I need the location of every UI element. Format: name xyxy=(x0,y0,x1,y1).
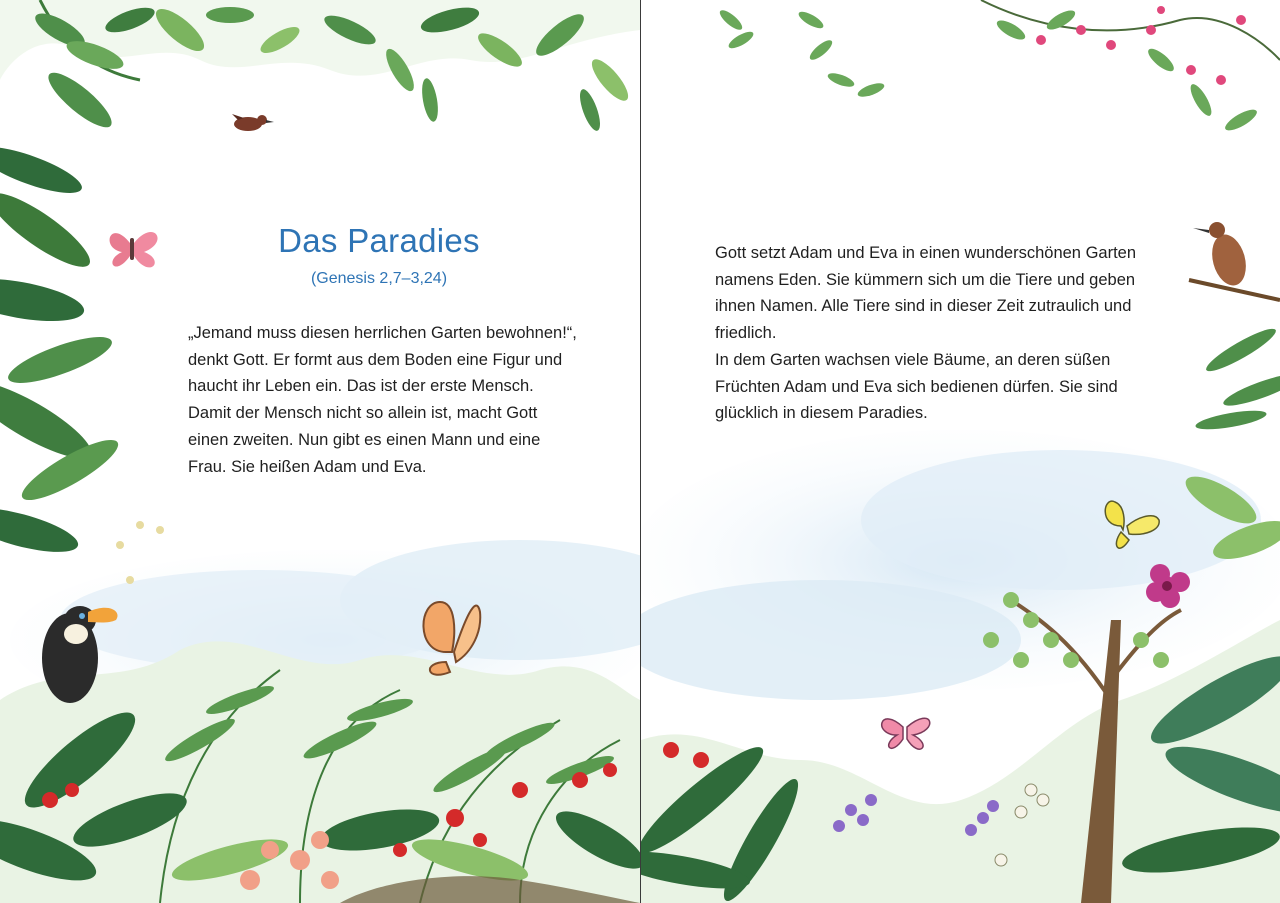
text-line: glücklich in diesem Paradies. xyxy=(715,404,928,423)
right-page xyxy=(641,0,1280,903)
bird-icon xyxy=(232,114,274,131)
right-body-text xyxy=(715,240,1145,427)
page-title: Das Paradies xyxy=(278,222,480,259)
text-line: „Jemand muss diesen herrlichen Garten bewohnen!“, xyxy=(188,324,577,342)
bottom-jungle xyxy=(0,641,640,903)
text-line: Damit der Mensch nicht so allein ist, macht Gott xyxy=(188,404,538,423)
text-line: Früchten Adam und Eva sich bedienen dürfen. Sie sind xyxy=(715,377,1118,396)
text-line: friedlich. xyxy=(715,324,777,343)
left-side-foliage xyxy=(0,65,125,561)
bird-icon xyxy=(1189,222,1280,300)
text-line: Gott setzt Adam und Eva in einen wunderschönen Garten xyxy=(715,244,1137,262)
text-line: ihnen Namen. Alle Tiere sind in dieser Zeit zutraulich und xyxy=(715,297,1132,316)
sky-clouds xyxy=(641,430,1280,700)
page-gutter xyxy=(640,0,641,903)
text-line: denkt Gott. Er formt aus dem Boden eine Figur und xyxy=(188,350,563,369)
top-foliage xyxy=(717,7,886,99)
text-line: einen zweiten. Nun gibt es einen Mann und eine xyxy=(188,430,541,449)
right-page-illustration xyxy=(641,0,1280,903)
flowering-branch xyxy=(981,0,1280,134)
bible-reference: (Genesis 2,7–3,24) xyxy=(310,270,448,287)
butterfly-icon xyxy=(882,718,930,749)
text-line: haucht ihr Leben ein. Das ist der erste Mensch. xyxy=(188,377,534,396)
left-body-text xyxy=(188,320,578,480)
text-line: In dem Garten wachsen viele Bäume, an deren süßen xyxy=(715,350,1111,369)
text-line: namens Eden. Sie kümmern sich um die Tiere und geben xyxy=(715,270,1136,289)
butterfly-icon xyxy=(110,232,158,267)
text-line: Frau. Sie heißen Adam und Eva. xyxy=(188,457,427,476)
